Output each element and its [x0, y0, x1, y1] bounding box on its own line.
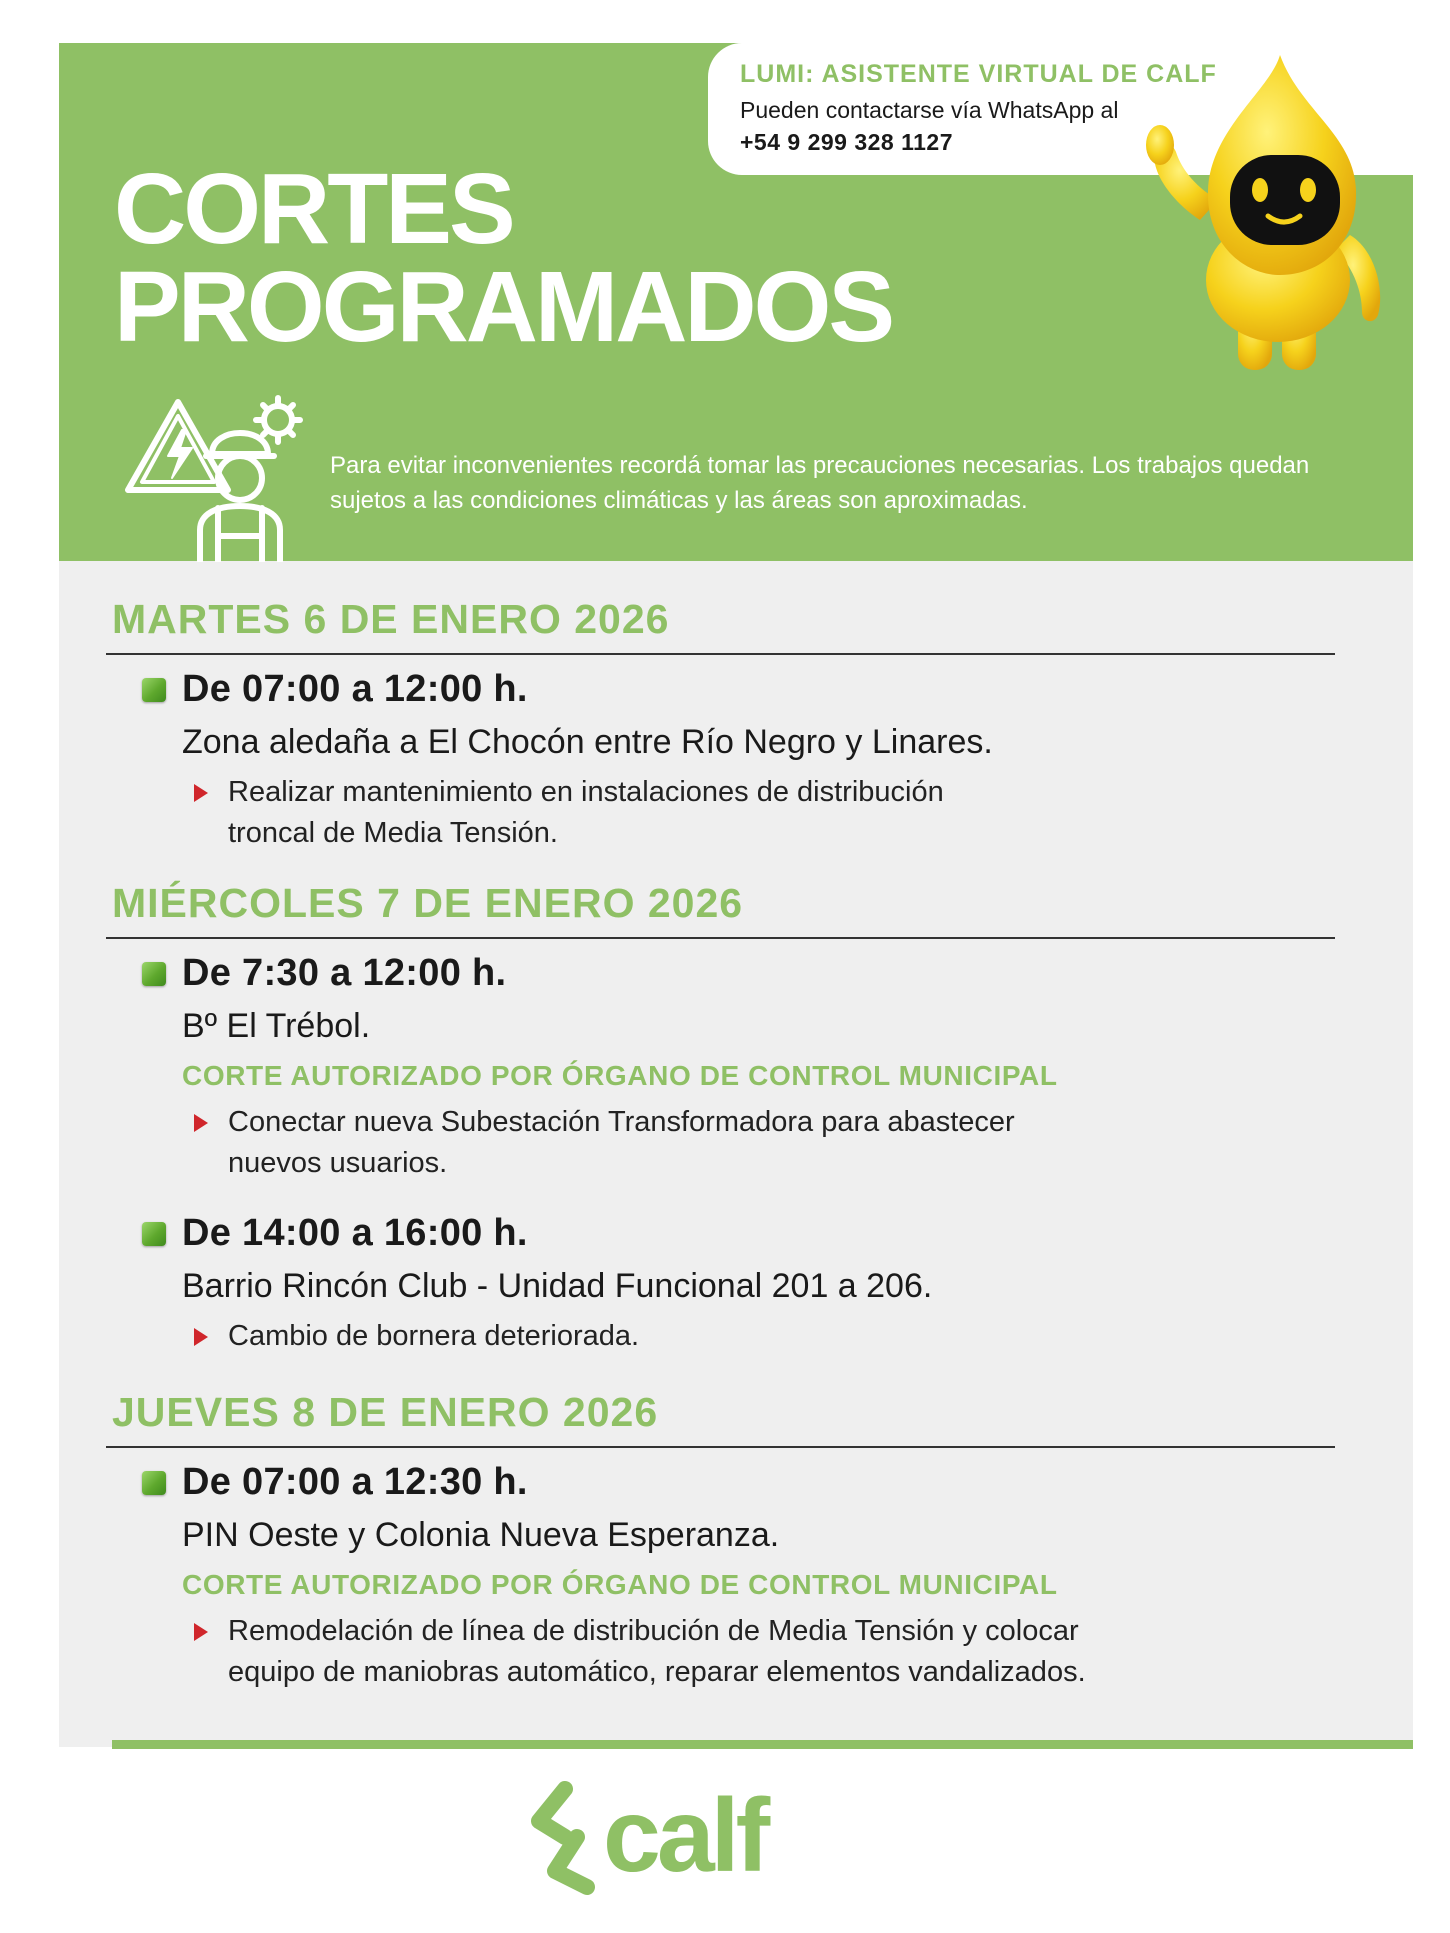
entry-time: De 7:30 a 12:00 h. — [182, 952, 507, 994]
entry-task — [228, 1316, 1332, 1357]
entry-task — [228, 772, 1332, 854]
task-line-1: Conectar nueva Subestación Transformadora para abastecer — [228, 1106, 1015, 1138]
task-line-2: troncal de Media Tensión. — [228, 817, 558, 849]
calf-logo-icon — [525, 1775, 845, 1900]
title-line-2: PROGRAMADOS — [114, 251, 893, 363]
logo-text: calf — [603, 1778, 767, 1894]
day-heading-martes: MARTES 6 DE ENERO 2026 — [112, 596, 670, 642]
lumi-mascot-icon — [1130, 50, 1400, 380]
entry-authorization: CORTE AUTORIZADO POR ÓRGANO DE CONTROL MUNICIPAL — [182, 1569, 1058, 1600]
red-triangle-arrow-icon — [194, 1328, 208, 1346]
task-line-1: Remodelación de línea de distribución de Media Tensión y colocar — [228, 1615, 1079, 1647]
day-divider — [106, 937, 1335, 939]
green-square-bullet-icon — [142, 678, 166, 702]
list-item — [142, 952, 1332, 1184]
green-square-bullet-icon — [142, 1222, 166, 1246]
entry-time: De 14:00 a 16:00 h. — [182, 1212, 528, 1254]
title-line-1: CORTES — [114, 153, 513, 265]
lumi-whatsapp-number[interactable]: +54 9 299 328 1127 — [740, 129, 954, 155]
red-triangle-arrow-icon — [194, 1623, 208, 1641]
list-item — [142, 1212, 1332, 1357]
worker-warning-icon — [120, 390, 310, 562]
page-title — [114, 153, 893, 363]
list-item — [142, 668, 1332, 854]
intro-text: Para evitar inconvenientes recordá tomar las precauciones necesarias. Los trabajos quedan sujetos a las condiciones climáticas y las áreas son aproximadas. — [330, 452, 1310, 514]
red-triangle-arrow-icon — [194, 1114, 208, 1132]
green-square-bullet-icon — [142, 1471, 166, 1495]
list-item — [142, 1461, 1332, 1693]
bottom-divider — [112, 1740, 1413, 1749]
day-heading-jueves: JUEVES 8 DE ENERO 2026 — [112, 1389, 659, 1435]
day-heading-miercoles: MIÉRCOLES 7 DE ENERO 2026 — [112, 880, 744, 926]
task-line-1: Cambio de bornera deteriorada. — [228, 1320, 640, 1352]
red-triangle-arrow-icon — [194, 784, 208, 802]
entry-place: Barrio Rincón Club - Unidad Funcional 201 a 206. — [182, 1267, 933, 1305]
lumi-contact-text: Pueden contactarse vía WhatsApp al — [740, 97, 1119, 123]
lumi-title: LUMI: ASISTENTE VIRTUAL DE CALF — [740, 60, 1217, 88]
entry-authorization: CORTE AUTORIZADO POR ÓRGANO DE CONTROL MUNICIPAL — [182, 1060, 1058, 1091]
task-line-1: Realizar mantenimiento en instalaciones de distribución — [228, 776, 944, 808]
green-square-bullet-icon — [142, 962, 166, 986]
entry-task — [228, 1102, 1332, 1184]
day-divider — [106, 1446, 1335, 1448]
entry-time: De 07:00 a 12:00 h. — [182, 668, 528, 710]
entry-time: De 07:00 a 12:30 h. — [182, 1461, 528, 1503]
day-divider — [106, 653, 1335, 655]
entry-place: Zona aledaña a El Chocón entre Río Negro y Linares. — [182, 723, 993, 761]
entry-place: PIN Oeste y Colonia Nueva Esperanza. — [182, 1516, 780, 1554]
task-line-2: nuevos usuarios. — [228, 1147, 448, 1179]
task-line-2: equipo de maniobras automático, reparar elementos vandalizados. — [228, 1656, 1086, 1688]
entry-place: Bº El Trébol. — [182, 1007, 371, 1045]
entry-task — [228, 1611, 1332, 1693]
